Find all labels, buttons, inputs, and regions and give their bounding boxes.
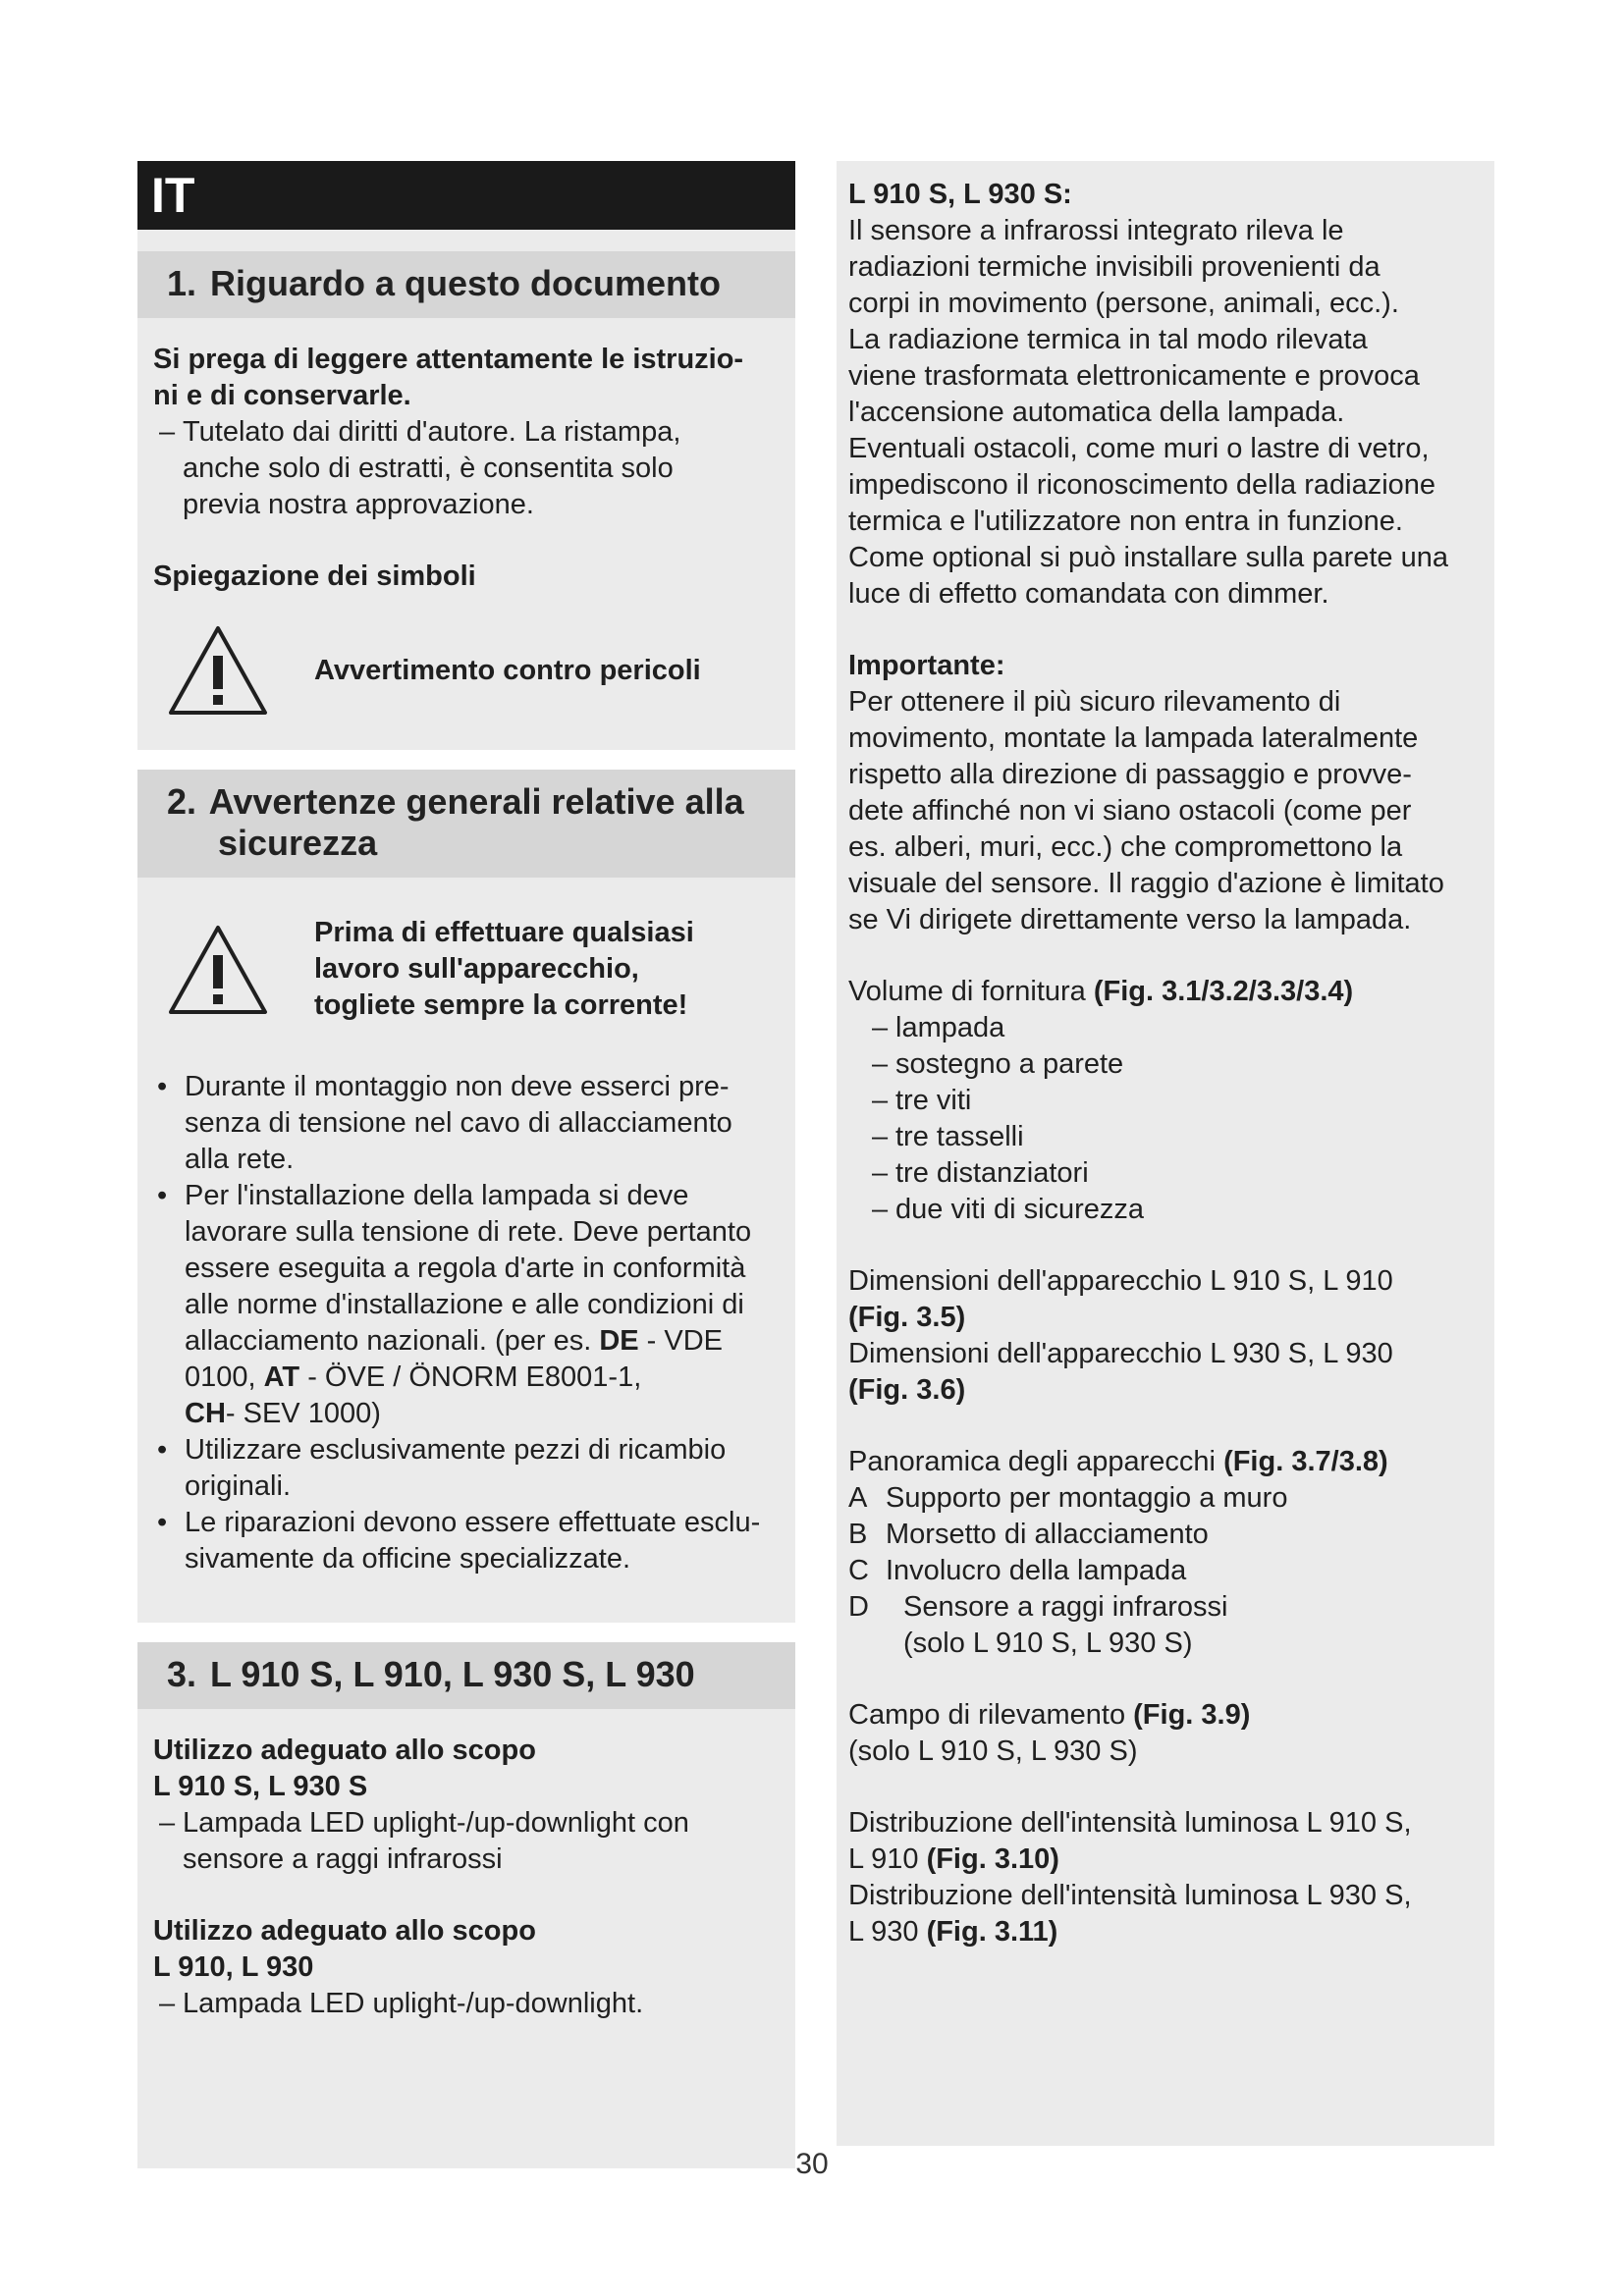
- page-number: 30: [795, 2148, 829, 2180]
- important-heading: Importante:: [848, 650, 1005, 681]
- warning-triangle-icon: [167, 924, 269, 1016]
- power-off-warning: Prima di effettuare qualsiasi lavoro sull'apparecchio, togliete sempre la corrente!: [153, 915, 780, 1024]
- list-item: • Per l'installazione della lampada si deve lavorare sulla tensione di rete. Deve pertanto essere eseguita a regola d'arte in conformità alle norme d'installazione e alle condizioni di allacciamento nazionali. (per es. DE - VDE 0100, AT - ÖVE / ÖNORM E8001-1, CH- SEV 1000): [153, 1178, 780, 1432]
- important-text: Per ottenere il più sicuro rilevamento di movimento, montate la lampada lateralmente rispetto alla direzione di passaggio e provve- dete affinché non vi siano ostacoli (come per es. alberi, muri, ecc.) che compromettono la visuale del sensore. Il raggio d'azione è limitato se Vi dirigete direttamente verso la lampada.: [848, 686, 1444, 935]
- dimensions-930: Dimensioni dell'apparecchio L 930 S, L 930 (Fig. 3.6): [848, 1338, 1393, 1406]
- intended-use-sensor-text: – Lampada LED uplight-/up-downlight con sensore a raggi infrarossi: [159, 1807, 689, 1875]
- section-3-heading: 3. L 910 S, L 910, L 930 S, L 930: [137, 1642, 795, 1709]
- detection-range: Campo di rilevamento (Fig. 3.9) (solo L 910 S, L 930 S): [848, 1699, 1251, 1767]
- supply-list: [848, 1010, 1483, 1228]
- list-item: B Morsetto di allacciamento: [848, 1519, 1209, 1550]
- safety-list: [153, 1069, 780, 1577]
- sensor-models-heading: L 910 S, L 930 S:: [848, 179, 1072, 210]
- overview-list: [848, 1480, 1483, 1662]
- supply-heading: Volume di fornitura (Fig. 3.1/3.2/3.3/3.4): [848, 976, 1354, 1007]
- language-bar: [137, 161, 795, 230]
- list-item: D Sensore a raggi infrarossi (solo L 910 S, L 930 S): [848, 1591, 1228, 1659]
- list-item: • Utilizzare esclusivamente pezzi di ricambio originali.: [153, 1432, 780, 1505]
- read-instructions-note: Si prega di leggere attentamente le istruzio- ni e di conservarle.: [153, 344, 744, 411]
- symbols-heading: Spiegazione dei simboli: [153, 561, 476, 592]
- language-code: IT: [151, 168, 195, 223]
- section-1-heading: 1. Riguardo a questo documento: [137, 251, 795, 318]
- section-2-body: [137, 878, 795, 1623]
- overview-heading: Panoramica degli apparecchi (Fig. 3.7/3.8): [848, 1446, 1388, 1477]
- section-1-body: [137, 318, 795, 750]
- list-item: – tre distanziatori: [872, 1157, 1089, 1189]
- warning-legend: Avvertimento contro pericoli: [153, 624, 780, 717]
- intended-use-plain-heading: Utilizzo adeguato allo scopo L 910, L 930: [153, 1915, 536, 1983]
- list-item: – due viti di sicurezza: [872, 1194, 1145, 1225]
- section-3-body: [137, 1709, 795, 2168]
- list-item: – lampada: [872, 1012, 1005, 1043]
- warning-triangle-icon: [167, 624, 269, 717]
- right-column: [837, 161, 1494, 2146]
- section-2-heading: 2. Avvertenze generali relative alla sicurezza: [137, 770, 795, 878]
- intended-use-plain-text: – Lampada LED uplight-/up-downlight.: [159, 1988, 644, 2019]
- list-item: – tre viti: [872, 1085, 972, 1116]
- intended-use-sensor-heading: Utilizzo adeguato allo scopo L 910 S, L 930 S: [153, 1735, 536, 1802]
- light-distribution-910: Distribuzione dell'intensità luminosa L 910 S, L 910 (Fig. 3.10): [848, 1807, 1412, 1875]
- copyright-note: – Tutelato dai diritti d'autore. La ristampa, anche solo di estratti, è consentita solo previa nostra approvazione.: [159, 416, 681, 520]
- list-item: – tre tasselli: [872, 1121, 1024, 1152]
- list-item: A Supporto per montaggio a muro: [848, 1482, 1288, 1514]
- left-column: [137, 230, 795, 2168]
- list-item: • Le riparazioni devono essere effettuate esclu- sivamente da officine specializzate.: [153, 1505, 780, 1577]
- sensor-description: Il sensore a infrarossi integrato rileva le radiazioni termiche invisibili provenienti da corpi in movimento (persone, animali, ecc.). La radiazione termica in tal modo rilevata viene trasformata elettronicamente e provoca l'accensione automatica della lampada. Eventuali ostacoli, come muri o lastre di vetro, impediscono il riconoscimento della radiazione termica e l'utilizzatore non entra in funzione. Come optional si può installare sulla parete una luce di effetto comandata con dimmer.: [848, 215, 1448, 610]
- list-item: C Involucro della lampada: [848, 1555, 1187, 1586]
- dimensions-910: Dimensioni dell'apparecchio L 910 S, L 910 (Fig. 3.5): [848, 1265, 1393, 1333]
- list-item: • Durante il montaggio non deve esserci pre- senza di tensione nel cavo di allacciamento alla rete.: [153, 1069, 780, 1178]
- light-distribution-930: Distribuzione dell'intensità luminosa L 930 S, L 930 (Fig. 3.11): [848, 1880, 1412, 1948]
- list-item: – sostegno a parete: [872, 1048, 1124, 1080]
